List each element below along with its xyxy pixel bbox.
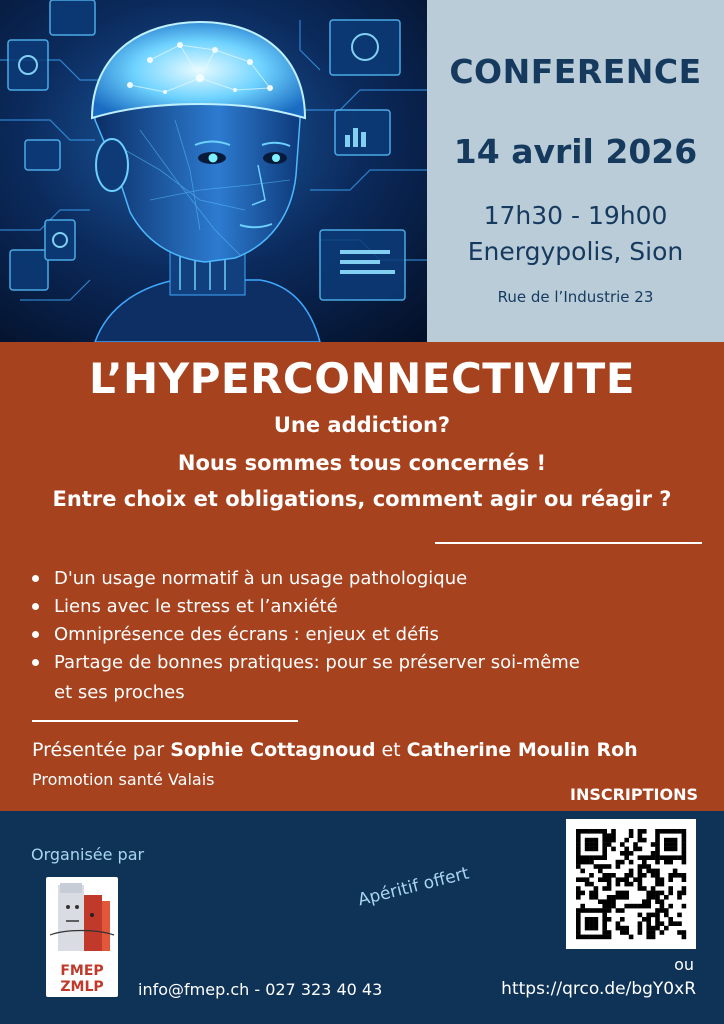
registration-link[interactable]: https://qrco.de/bgY0xR (501, 979, 696, 999)
fmep-logo-icon (46, 877, 118, 997)
aperitif-note: Apéritif offert (356, 863, 472, 911)
topic-text: Liens avec le stress et l’anxiété (54, 596, 338, 617)
topic-text: Omniprésence des écrans : enjeux et défis (54, 624, 439, 645)
subtitle-line: Une addiction? (273, 413, 451, 437)
presenters-line (32, 739, 638, 761)
logo-text: ZMLP (60, 979, 104, 995)
presenter-organisation: Promotion santé Valais (32, 770, 215, 789)
bullet-icon (32, 659, 39, 666)
divider (32, 720, 298, 722)
ai-head-illustration (0, 0, 427, 342)
event-date: 14 avril 2026 (453, 132, 698, 171)
presented-by-label: Présentée par (32, 739, 171, 761)
topic-text: D'un usage normatif à un usage pathologique (54, 568, 468, 589)
conjunction: et (375, 739, 407, 761)
event-info-panel (427, 0, 724, 342)
subtitle-line: Nous sommes tous concernés ! (177, 451, 547, 475)
event-address: Rue de l’Industrie 23 (497, 288, 654, 306)
speaker-name: Catherine Moulin Roh (406, 739, 638, 761)
conference-content-section (0, 342, 724, 811)
or-label: ou (674, 955, 694, 974)
inscriptions-heading: INSCRIPTIONS (570, 785, 698, 804)
event-type-heading: CONFERENCE (449, 52, 702, 91)
logo-text: FMEP (60, 963, 104, 979)
topic-text: Partage de bonnes pratiques: pour se préserver soi-même (54, 652, 580, 673)
event-time: 17h30 - 19h00 (483, 201, 668, 230)
qr-code-icon[interactable] (566, 819, 696, 949)
bullet-icon (32, 603, 39, 610)
footer-section (0, 811, 724, 1024)
subtitle-line: Entre choix et obligations, comment agir ou réagir ? (52, 487, 672, 511)
event-venue: Energypolis, Sion (467, 237, 684, 266)
conference-title: L’HYPERCONNECTIVITE (88, 354, 636, 403)
speaker-name: Sophie Cottagnoud (170, 739, 376, 761)
contact-info[interactable]: info@fmep.ch - 027 323 40 43 (138, 980, 383, 999)
organised-by-label: Organisée par (31, 845, 145, 864)
bullet-icon (32, 575, 39, 582)
topic-text-continuation: et ses proches (54, 682, 185, 703)
divider (435, 542, 702, 544)
bullet-icon (32, 631, 39, 638)
